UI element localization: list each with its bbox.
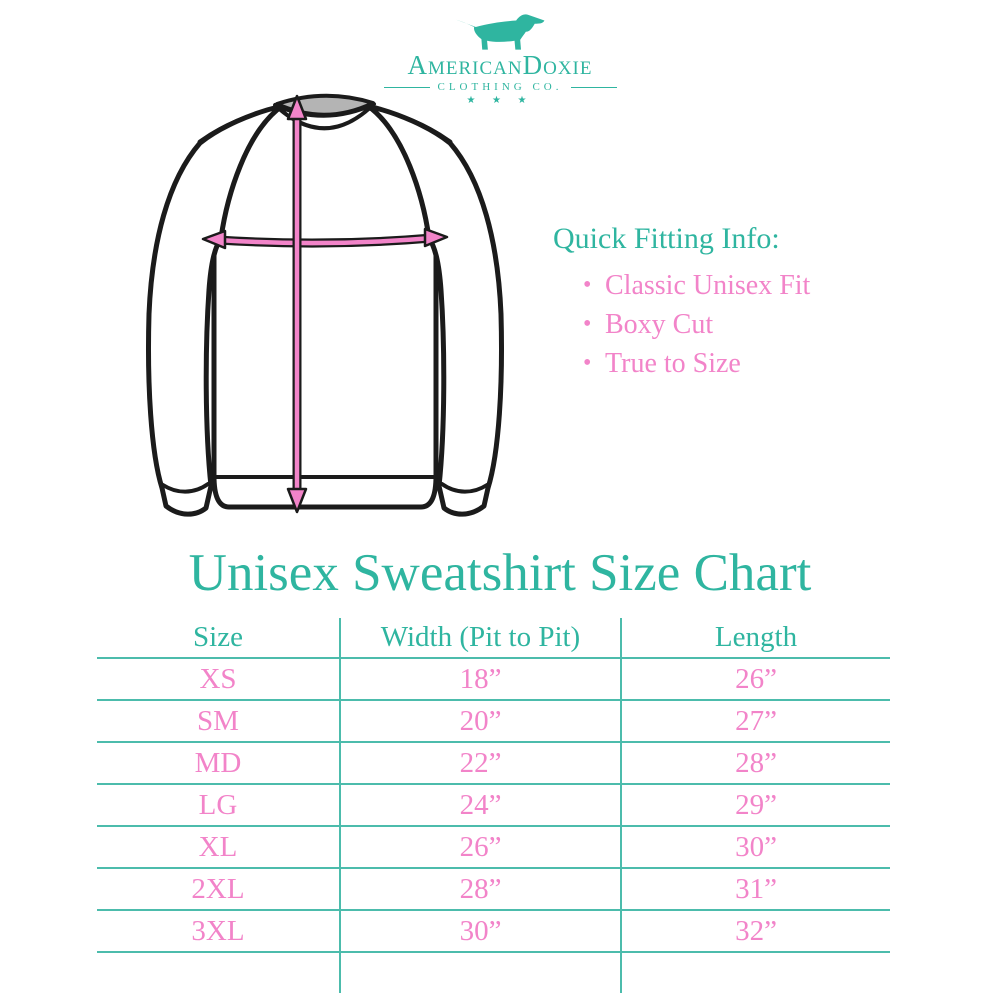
empty-cell — [97, 953, 341, 993]
width-cell: 30” — [341, 911, 622, 951]
table-row — [97, 911, 890, 953]
quick-fitting-info — [553, 222, 883, 383]
bullet-icon: • — [583, 272, 592, 298]
length-cell: 26” — [735, 662, 777, 695]
bullet-icon: • — [583, 350, 592, 376]
empty-cell — [341, 953, 622, 993]
brand-subtitle: CLOTHING CO. — [437, 81, 563, 93]
page-title: Unisex Sweatshirt Size Chart — [188, 544, 812, 602]
empty-cell — [622, 953, 890, 993]
fitting-info-heading: Quick Fitting Info: — [553, 222, 780, 255]
fitting-info-item-label: Classic Unisex Fit — [605, 269, 811, 301]
length-cell: 31” — [735, 872, 777, 905]
length-cell: 28” — [735, 746, 777, 779]
fitting-info-item-label: True to Size — [605, 347, 741, 379]
table-row — [97, 659, 890, 701]
column-header-size: Size — [97, 618, 341, 657]
brand-stars: ★ ★ ★ — [466, 95, 534, 106]
size-cell: SM — [97, 701, 341, 741]
table-footer-band — [97, 953, 890, 993]
table-row — [97, 743, 890, 785]
length-cell: 29” — [735, 788, 777, 821]
table-row — [97, 827, 890, 869]
width-cell: 22” — [341, 743, 622, 783]
subtitle-rule-right — [571, 87, 617, 88]
width-cell: 26” — [341, 827, 622, 867]
table-row — [97, 869, 890, 911]
column-header-width: Width (Pit to Pit) — [341, 618, 622, 657]
fitting-info-item — [553, 305, 883, 344]
table-row — [97, 701, 890, 743]
sweatshirt-drawing — [130, 90, 530, 520]
width-cell: 20” — [341, 701, 622, 741]
fitting-info-item — [553, 344, 883, 383]
table-header-row — [97, 618, 890, 659]
table-row — [97, 785, 890, 827]
width-cell: 28” — [341, 869, 622, 909]
fitting-info-item — [553, 266, 883, 305]
length-cell: 30” — [735, 830, 777, 863]
subtitle-rule-left — [384, 87, 430, 88]
fitting-info-list — [553, 266, 883, 383]
brand-name: AmericanDoxie — [407, 50, 593, 80]
width-cell: 18” — [341, 659, 622, 699]
column-header-length: Length — [714, 621, 798, 653]
width-cell: 24” — [341, 785, 622, 825]
dachshund-icon — [450, 10, 550, 52]
length-cell: 32” — [735, 914, 777, 947]
size-cell: LG — [97, 785, 341, 825]
length-cell: 27” — [735, 704, 777, 737]
fitting-info-item-label: Boxy Cut — [605, 308, 714, 340]
sweatshirt-diagram — [130, 90, 530, 520]
size-cell: 3XL — [97, 911, 341, 951]
size-cell: XL — [97, 827, 341, 867]
bullet-icon: • — [583, 311, 592, 337]
size-cell: 2XL — [97, 869, 341, 909]
size-cell: MD — [97, 743, 341, 783]
size-cell: XS — [97, 659, 341, 699]
size-table — [97, 618, 890, 993]
